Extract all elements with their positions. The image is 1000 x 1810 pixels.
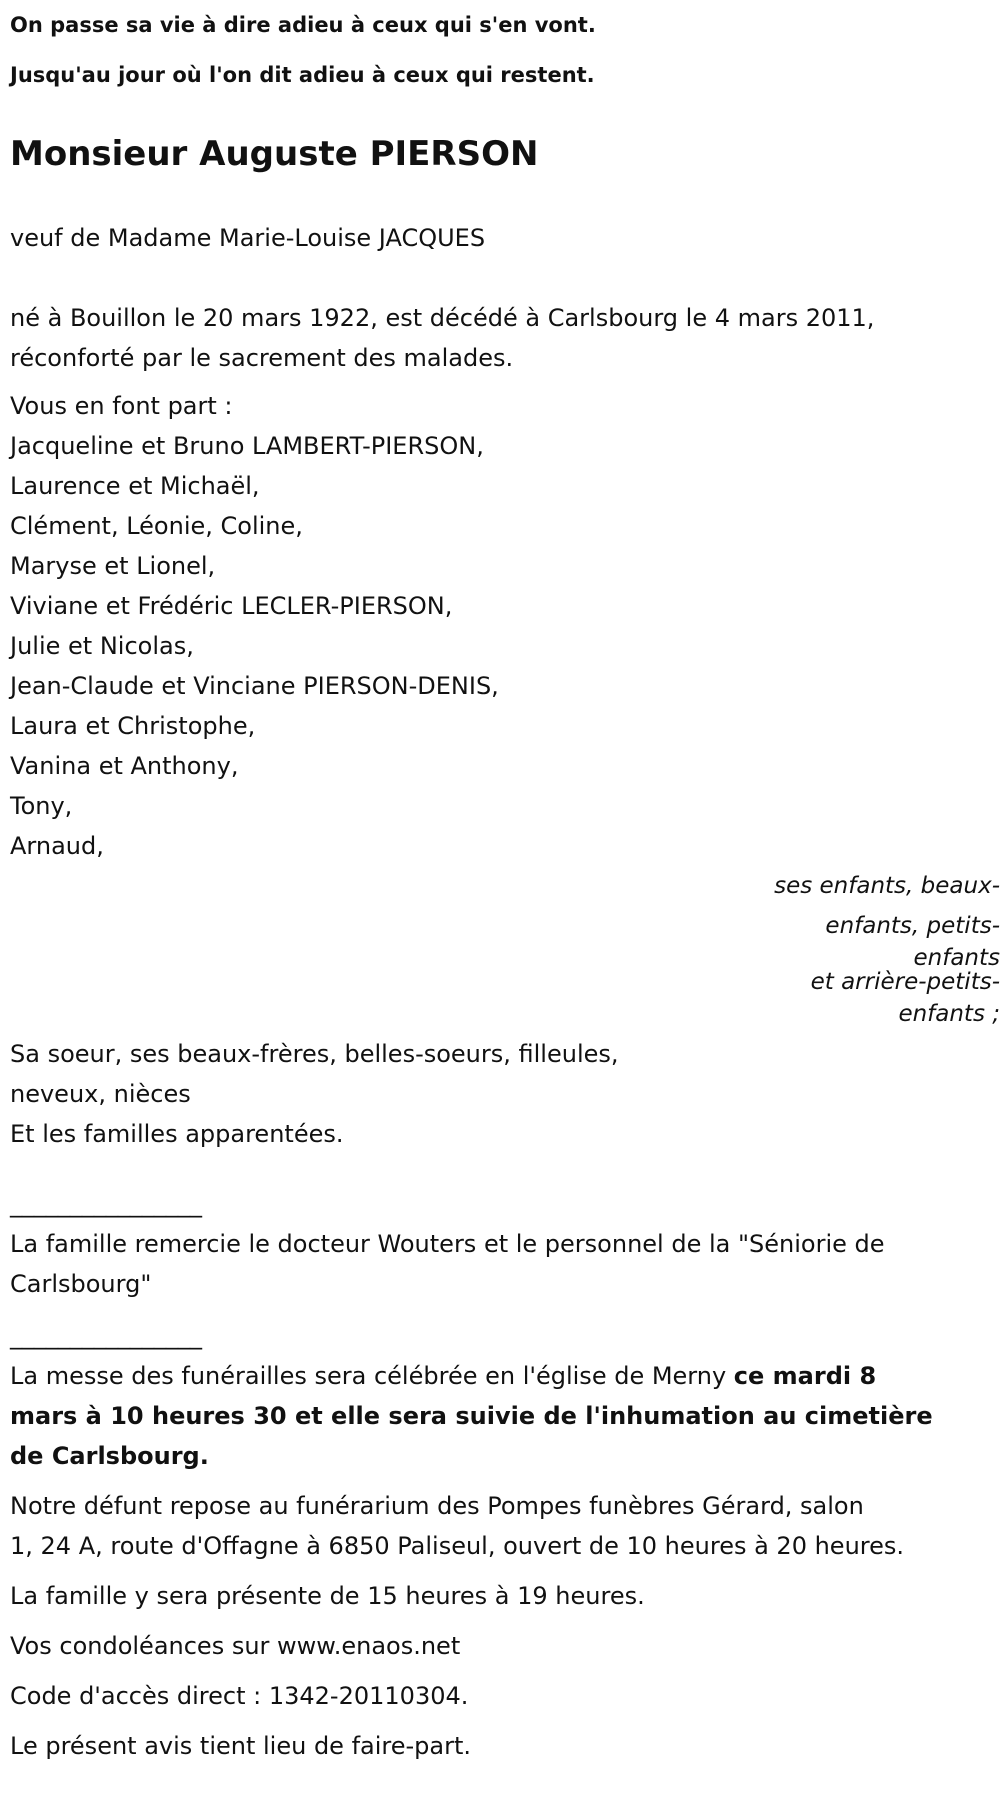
family-line-3: Et les familles apparentées. <box>10 1120 344 1148</box>
announcer-name: Vanina et Anthony, <box>10 752 239 780</box>
funeral-date: ce mardi 8 <box>733 1362 877 1390</box>
relationship-line-4: et arrière-petits- <box>810 969 1000 995</box>
announcer-name: Arnaud, <box>10 832 104 860</box>
announcers-list <box>10 386 990 866</box>
announcers-intro: Vous en font part : <box>10 392 233 420</box>
announcer-name: Maryse et Lionel, <box>10 552 216 580</box>
extended-family <box>10 1034 990 1154</box>
announcer-name: Laurence et Michaël, <box>10 472 260 500</box>
relationship-line-1: ses enfants, beaux- <box>774 873 1000 899</box>
birth-death-line-1: né à Bouillon le 20 mars 1922, est décédé à Carlsbourg le 4 mars 2011, <box>10 304 875 332</box>
birth-death-info <box>10 298 990 378</box>
spouse-line: veuf de Madame Marie-Louise JACQUES <box>10 224 486 252</box>
repose-info <box>10 1486 990 1566</box>
repose-line-1: Notre défunt repose au funérarium des Pompes funèbres Gérard, salon <box>10 1492 864 1520</box>
announcer-name: Tony, <box>10 792 73 820</box>
funeral-cemetery: de Carlsbourg. <box>10 1442 209 1470</box>
announcer-name: Viviane et Frédéric LECLER-PIERSON, <box>10 592 453 620</box>
thanks-text <box>10 1224 990 1304</box>
relationship-line-2: enfants, petits- <box>825 913 1000 939</box>
birth-death-line-2: réconforté par le sacrement des malades. <box>10 344 514 372</box>
condolences-link: Vos condoléances sur www.enaos.net <box>10 1632 461 1660</box>
announcer-name: Julie et Nicolas, <box>10 632 194 660</box>
repose-line-2: 1, 24 A, route d'Offagne à 6850 Paliseul, ouvert de 10 heures à 20 heures. <box>10 1532 905 1560</box>
funeral-time-burial: mars à 10 heures 30 et elle sera suivie de l'inhumation au cimetière <box>10 1402 933 1430</box>
announcer-name: Laura et Christophe, <box>10 712 256 740</box>
family-presence: La famille y sera présente de 15 heures à 19 heures. <box>10 1582 645 1610</box>
deceased-name: Monsieur Auguste PIERSON <box>10 134 539 174</box>
separator-line: ________________ <box>10 1322 202 1350</box>
family-line-1: Sa soeur, ses beaux-frères, belles-soeurs, filleules, <box>10 1040 619 1068</box>
relationship-line-5: enfants ; <box>898 1001 1000 1027</box>
funeral-line-1 <box>10 1356 990 1396</box>
family-line-2: neveux, nièces <box>10 1080 191 1108</box>
thanks-line-1: La famille remercie le docteur Wouters et le personnel de la "Séniorie de <box>10 1230 885 1258</box>
quote-line-1: On passe sa vie à dire adieu à ceux qui s'en vont. <box>10 13 596 37</box>
funeral-text: La messe des funérailles sera célébrée en l'église de Merny <box>10 1362 734 1390</box>
announcer-name: Jean-Claude et Vinciane PIERSON-DENIS, <box>10 672 499 700</box>
announcer-name: Clément, Léonie, Coline, <box>10 512 303 540</box>
relationship-note <box>730 866 1000 1034</box>
notice-text: Le présent avis tient lieu de faire-part. <box>10 1732 472 1760</box>
epigraph-quote <box>10 10 990 90</box>
thanks-line-2: Carlsbourg" <box>10 1270 152 1298</box>
relationship-line-3: enfants <box>913 945 1000 971</box>
quote-line-2: Jusqu'au jour où l'on dit adieu à ceux qui restent. <box>10 63 595 87</box>
access-code: Code d'accès direct : 1342-20110304. <box>10 1682 469 1710</box>
separator-line: ________________ <box>10 1190 202 1218</box>
announcer-name: Jacqueline et Bruno LAMBERT-PIERSON, <box>10 432 484 460</box>
funeral-info <box>10 1356 990 1476</box>
